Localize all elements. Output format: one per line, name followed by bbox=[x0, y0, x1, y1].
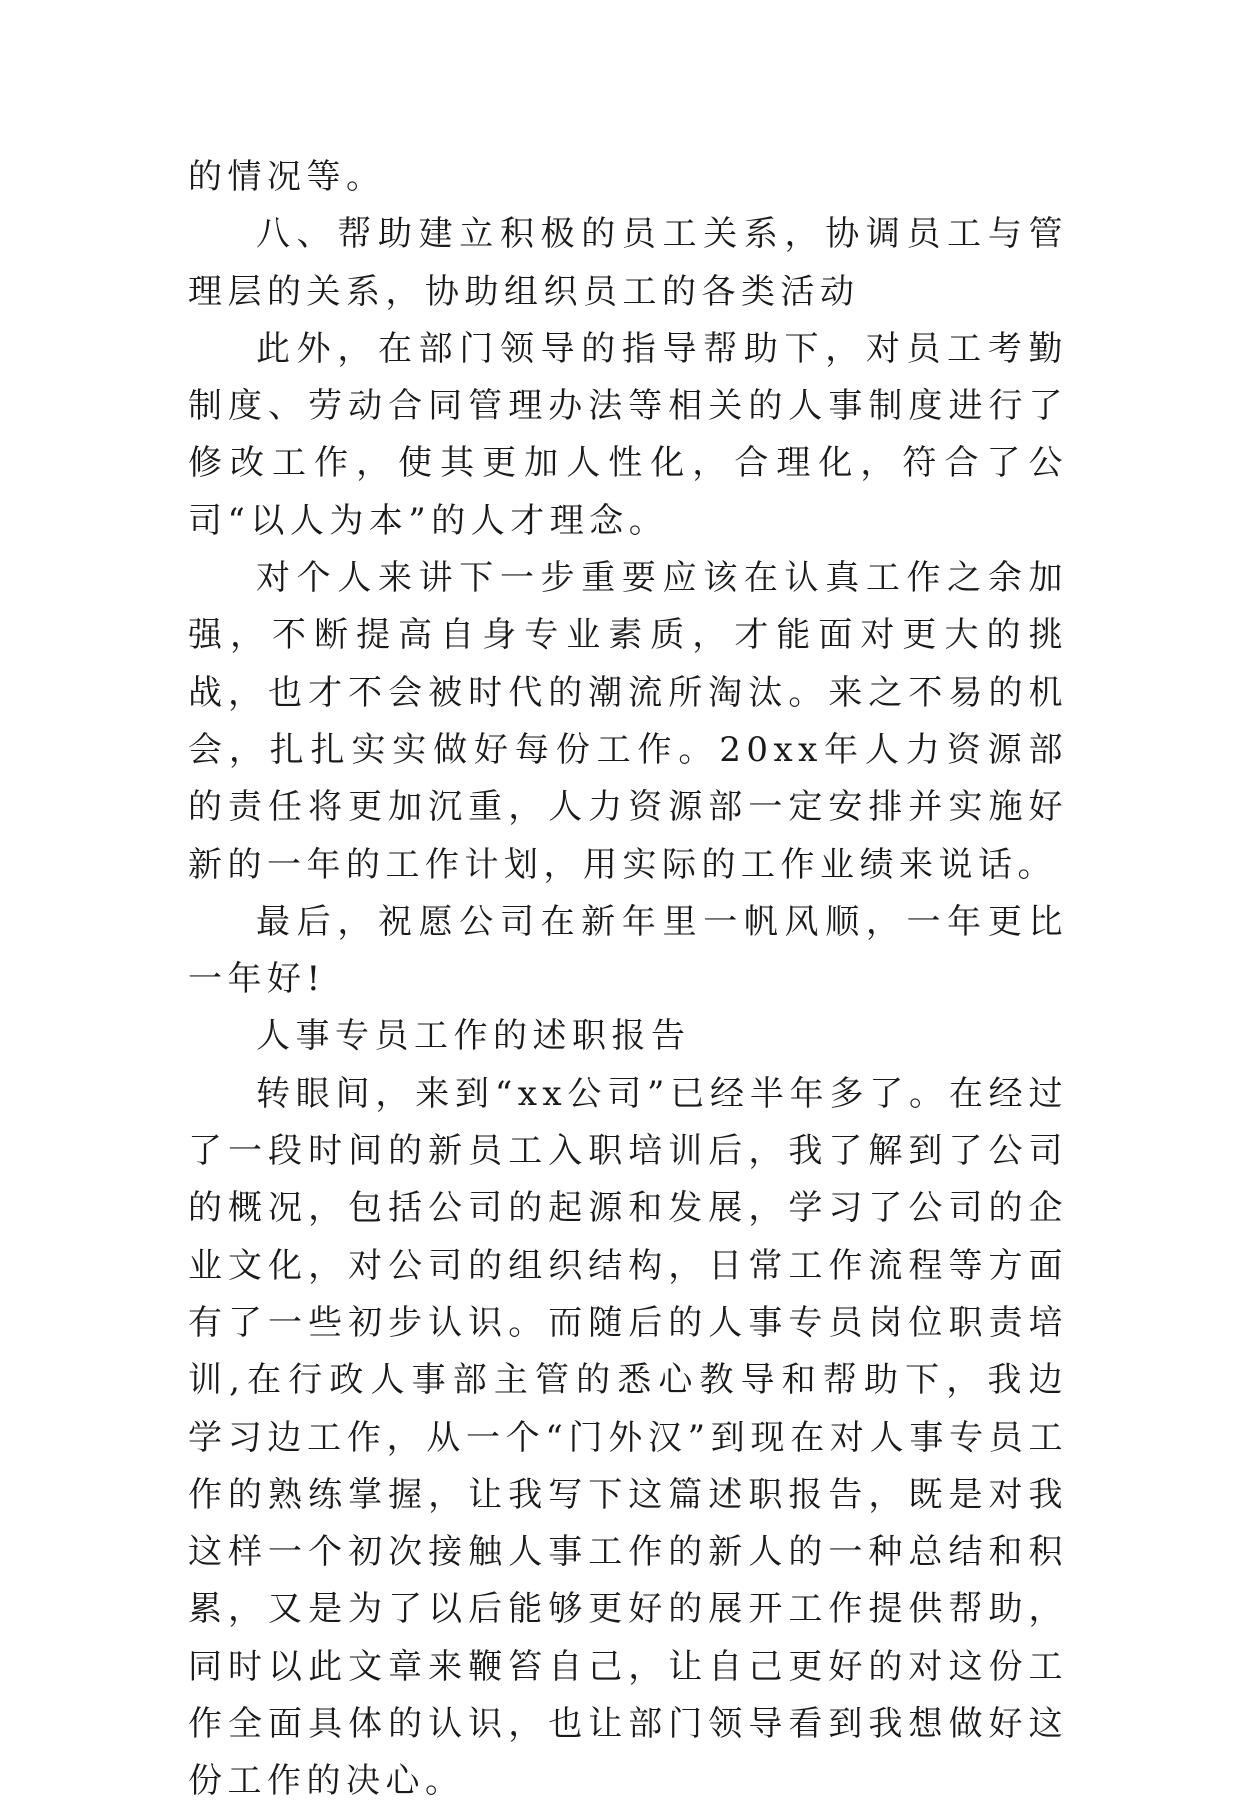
paragraph-closing-wish: 最后，祝愿公司在新年里一帆风顺，一年更比一年好! bbox=[188, 901, 1068, 1000]
paragraph-policy-revision: 此外，在部门领导的指导帮助下，对员工考勤制度、劳动合同管理办法等相关的人事制度进行了修改工作，使其更加人性化，合理化，符合了公司“以人为本”的人才理念。 bbox=[188, 328, 1068, 541]
paragraph-item-eight: 八、帮助建立积极的员工关系，协调员工与管理层的关系，协助组织员工的各类活动 bbox=[188, 214, 1068, 312]
paragraph-report-intro: 转眼间，来到“xx公司”已经半年多了。在经过了一段时间的新员工入职培训后，我了解到了公司的概况，包括公司的起源和发展，学习了公司的企业文化，对公司的组织结构，日常工作流程等方面有了一些初步认识。而随后的人事专员岗位职责培训,在行政人事部主管的悉心教导和帮助下，我边学习边工作，从一个“门外汉”到现在对人事专员工作的熟练掌握，让我写下这篇述职报告，既是对我这样一个初次接触人事工作的新人的一种总结和积累，又是为了以后能够更好的展开工作提供帮助，同时以此文章来鞭笞自己，让自己更好的对这份工作全面具体的认识，也让部门领导看到我想做好这份工作的决心。 bbox=[188, 1073, 1068, 1802]
section-heading: 人事专员工作的述职报告 bbox=[256, 1016, 691, 1057]
document-body bbox=[188, 149, 1068, 1811]
paragraph-personal-plan: 对个人来讲下一步重要应该在认真工作之余加强，不断提高自身专业素质，才能面对更大的挑战，也才不会被时代的潮流所淘汰。来之不易的机会，扎扎实实做好每份工作。20xx年人力资源部的责任将更加沉重，人力资源部一定安排并实施好新的一年的工作计划，用实际的工作业绩来说话。 bbox=[188, 558, 1068, 885]
paragraph-continuation: 的情况等。 bbox=[188, 157, 386, 197]
